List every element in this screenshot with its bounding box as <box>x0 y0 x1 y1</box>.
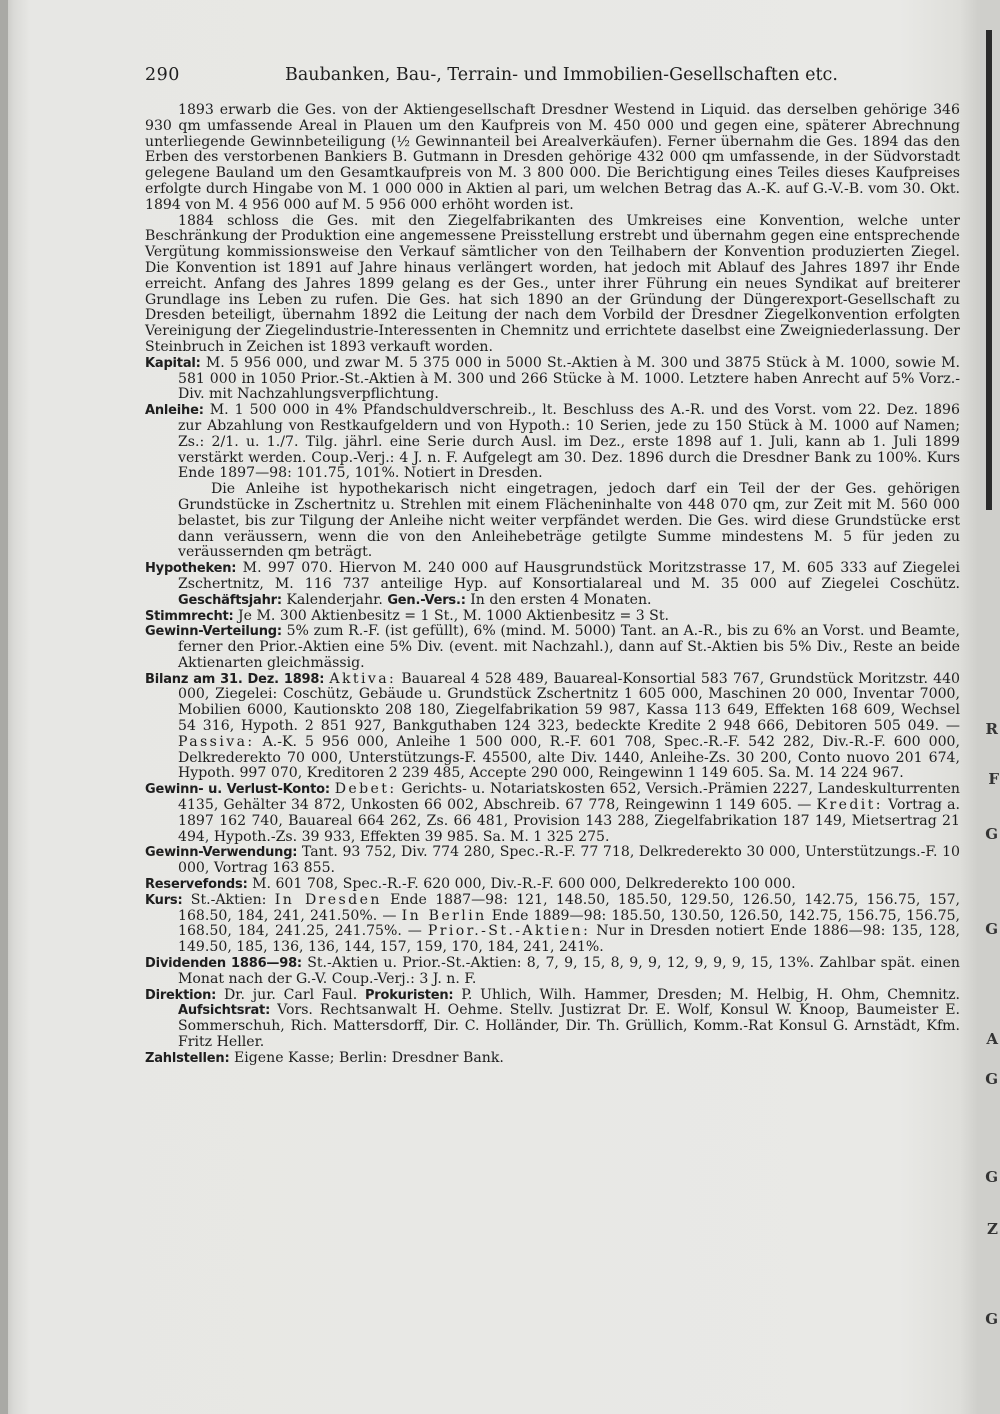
margin-letter: A <box>986 1030 998 1048</box>
entry-label: Gewinn-Verwendung: <box>145 845 298 861</box>
entry-label: Prokuristen: <box>364 987 454 1003</box>
history-paragraph-2: 1884 schloss die Ges. mit den Ziegelfabrikanten des Umkreises eine Konvention, welche unter Beschränkung der Produktion eine angemessene Preisstellung erstrebt und übernahm gegen eine entsprechende Vergütung kommissionsweise den Verkauf sämtlicher von den Teilhabern der Konvention produzierten Ziegel. Die Konvention ist 1891 auf Jahre hinaus verlängert worden, hat jedoch mit Ablauf des Jahres 1897 ihr Ende erreicht. Anfang des Jahres 1899 gelang es der Ges., unter ihrer Führung ein neues Syndikat auf breiterer Grundlage ins Leben zu rufen. Die Ges. hat sich 1890 an der Gründung der Düngerexport-Gesellschaft zu Dresden beteiligt, übernahm 1892 die Leitung der nach dem Vorbild der Dresdner Ziegelkonvention erfolgten Vereinigung der Ziegelindustrie-Interessenten in Chemnitz und errichtete daselbst eine Zweigniederlassung. Der Steinbruch in Zeichen ist 1893 verkauft worden. <box>145 212 960 355</box>
margin-letter: Z <box>987 1220 998 1238</box>
entry-label: Anleihe: <box>145 403 204 419</box>
entry-label: Bilanz am 31. Dez. 1898: <box>145 671 325 687</box>
entry-stimmrecht <box>145 609 960 625</box>
running-header <box>145 60 935 90</box>
scan-edge-shadow <box>986 30 992 510</box>
entry-text: In den ersten 4 Monaten. <box>470 591 652 608</box>
entry-text: Vors. Rechtsanwalt H. Oehme. Stellv. Justizrat Dr. E. Wolf, Konsul W. Knoop, Baumeister E. Sommerschuh, Rich. Mattersdorff, Dir. C. Holländer, Dir. Th. Grüllich, Komm.-Rat Konsul G. Arnstädt, Kfm. Fritz Heller. <box>178 1002 961 1051</box>
entry-label: Geschäftsjahr: <box>178 592 282 608</box>
entry-label: Kurs: <box>145 892 183 908</box>
entry-kurs <box>145 893 960 956</box>
entry-text: Eigene Kasse; Berlin: Dresdner Bank. <box>233 1049 504 1066</box>
entry-text: Nur in Dresden notiert Ende 1886—98: 135, 128, 149.50, 185, 136, 136, 144, 157, 159, 170, 184, 241, 241%. <box>178 923 961 956</box>
entry-label: Gen.-Vers.: <box>387 592 466 608</box>
margin-letter: G <box>985 1168 998 1186</box>
page-number: 290 <box>145 65 180 85</box>
entry-text: 5% zum R.-F. (ist gefüllt), 6% (mind. M. 5000) Tant. an A.-R., bis zu 6% an Vorst. und Beamte, ferner den Prior.-Aktien eine 5% Div. (event. mit Nachzahl.), dann auf St.-Aktien bis 5% Div., Reste an beide Aktienarten gleichmässig. <box>178 623 960 671</box>
entry-bilanz <box>145 672 960 783</box>
entry-kapital <box>145 356 960 403</box>
margin-letter: R <box>985 720 998 738</box>
entry-text: Je M. 300 Aktienbesitz = 1 St., M. 1000 Aktienbesitz = 3 St. <box>238 607 669 624</box>
subhead-debet: Debet: <box>334 781 397 798</box>
entry-label: Gewinn- u. Verlust-Konto: <box>145 782 330 798</box>
entry-gewinn-verteilung <box>145 624 960 671</box>
margin-letter: G <box>985 825 998 843</box>
running-title: Baubanken, Bau-, Terrain- und Immobilien-Gesellschaften etc. <box>285 65 838 85</box>
entry-text: Gerichts- u. Notariatskosten 652, Versich.-Prämien 2227, Landeskulturrenten 4135, Gehälter 34 872, Unkosten 66 002, Abschreib. 67 778, Reingewinn 1 149 605. — <box>178 781 960 814</box>
entry-gewinn-verlust <box>145 782 960 845</box>
entry-text: M. 997 070. Hiervon M. 240 000 auf Hausgrundstück Moritzstrasse 17, M. 605 333 auf Ziegelei Zschertnitz, M. 116 737 anteilige Hyp. auf Konsortialareal und M. 35 000 auf Ziegelei Coschütz. <box>178 560 960 592</box>
entry-reservefonds <box>145 877 960 893</box>
entry-text: M. 5 956 000, und zwar M. 5 375 000 in 5000 St.-Aktien à M. 300 und 3875 Stück à M. 1000, sowie M. 581 000 in 1050 Prior.-St.-Aktien à M. 300 und 266 Stücke à M. 1000. Letztere haben Anrecht auf 5% Vorz.-Div. mit Nachzahlungsverpflichtung. <box>178 354 960 403</box>
entry-zahlstellen <box>145 1051 960 1067</box>
entry-text: St.-Aktien: <box>190 891 267 908</box>
entry-text: Dr. jur. Carl Faul. <box>223 986 358 1003</box>
entry-label: Reservefonds: <box>145 877 248 893</box>
entry-direktion <box>145 988 960 1051</box>
subhead-berlin: In Berlin <box>401 907 487 924</box>
subhead-dresden: In Dresden <box>274 891 382 908</box>
page-body <box>145 103 960 1067</box>
entry-anleihe <box>145 403 960 482</box>
subhead-aktiva: Aktiva: <box>329 670 397 687</box>
adjacent-page-margin <box>978 700 998 1400</box>
entry-text: Kalenderjahr. <box>286 591 383 608</box>
entry-label: Stimmrecht: <box>145 608 234 624</box>
entry-text: P. Uhlich, Wilh. Hammer, Dresden; M. Helbig, H. Ohm, Chemnitz. <box>461 986 960 1003</box>
entry-label: Zahlstellen: <box>145 1050 230 1066</box>
margin-letter: G <box>985 920 998 938</box>
entry-text: St.-Aktien u. Prior.-St.-Aktien: 8, 7, 9, 15, 8, 9, 9, 12, 9, 9, 9, 15, 13%. Zahlbar spät. einen Monat nach der G.-V. Coup.-Verj.: 3 J. n. F. <box>178 955 960 987</box>
entry-text: Vortrag a. 1897 162 740, Bauareal 664 262, Zs. 66 481, Provision 143 288, Ziegelfabrikation 187 149, Mietsertrag 21 494, Hypoth.-Zs. 39 933, Effekten 39 985. Sa. M. 1 325 275. <box>178 797 961 845</box>
margin-letter: F <box>988 770 999 788</box>
entry-text: Ende 1889—98: 185.50, 130.50, 126.50, 142.75, 156.75, 156.75, 168.50, 184, 241.25, 241.75%. — <box>178 907 961 940</box>
entry-label: Direktion: <box>145 987 217 1003</box>
subhead-passiva: Passiva: <box>178 733 255 750</box>
anleihe-note: Die Anleihe ist hypothekarisch nicht eingetragen, jedoch darf ein Teil der der Ges. gehörigen Grundstücke in Zschertnitz u. Strehlen mit einem Flächeninhalte von 448 070 qm, zur Zeit mit M. 560 000 belastet, bis zur Tilgung der Anleihe nicht weiter verpfändet werden. Die Ges. wird diese Grundstücke erst dann veräussern, wenn die von den Anleihebeträge getilgte Summe mindestens M. 5 für jeden zu veräussernden qm beträgt. <box>178 481 960 561</box>
entry-dividenden <box>145 956 960 988</box>
margin-letter: G <box>985 1070 998 1088</box>
margin-letter: G <box>985 1310 998 1328</box>
entry-text: Tant. 93 752, Div. 774 280, Spec.-R.-F. 77 718, Delkrederekto 30 000, Unterstützungs.-F. 10 000, Vortrag 163 855. <box>178 844 961 877</box>
entry-hypotheken <box>145 561 960 608</box>
entry-text: M. 1 500 000 in 4% Pfandschuldverschreib., lt. Beschluss des A.-R. und des Vorst. vom 22. Dez. 1896 zur Abzahlung von Restkaufgeldern und von Hypoth.: 10 Serien, jede zu 150 Stück à M. 1000 auf Namen; Zs.: 2/1. u. 1./7. Tilg. jährl. eine Serie durch Ausl. im Dez., erste 1898 auf 1. Juli, kann ab 1. Juli 1899 verstärkt werden. Coup.-Verj.: 4 J. n. F. Aufgelegt am 30. Dez. 1896 durch die Dresdner Bank zu 100%. Kurs Ende 1897—98: 101.75, 101%. Notiert in Dresden. <box>178 402 960 482</box>
entry-text: M. 601 708, Spec.-R.-F. 620 000, Div.-R.-F. 600 000, Delkrederekto 100 000. <box>252 876 796 893</box>
entry-label: Dividenden 1886—98: <box>145 956 302 972</box>
entry-label: Kapital: <box>145 355 201 371</box>
entry-text: A.-K. 5 956 000, Anleihe 1 500 000, R.-F. 601 708, Spec.-R.-F. 542 282, Div.-R.-F. 600 000, Delkrederekto 70 000, Unterstützungs-F. 45500, alte Div. 1440, Anleihe-Zs. 30 200, Conto nuovo 201 674, Hypoth. 997 070, Kreditoren 2 239 485, Accepte 290 000, Reingewinn 1 149 605. Sa. M. 14 224 967. <box>178 733 961 782</box>
history-paragraph-1: 1893 erwarb die Ges. von der Aktiengesellschaft Dresdner Westend in Liquid. das derselben gehörige 346 930 qm umfassende Areal in Plauen um den Kaufpreis von M. 450 000 und gegen eine, späterer Abrechnung unterliegende Gewinnbeteiligung (½ Gewinnanteil bei Arealverkäufen). Ferner übernahm die Ges. 1894 das den Erben des verstorbenen Bankiers B. Gutmann in Dresden gehörige 432 000 qm umfassende, in der Südvorstadt gelegene Bauland um den Gesamtkaufpreis von M. 3 800 000. Die Berichtigung eines Teiles dieses Kaufpreises erfolgte durch Hingabe von M. 1 000 000 in Aktien al pari, um welchen Betrag das A.-K. auf G.-V.-B. vom 30. Okt. 1894 von M. 4 956 000 auf M. 5 956 000 erhöht worden ist. <box>145 102 960 213</box>
entry-text: Ende 1887—98: 121, 148.50, 185.50, 129.50, 126.50, 142.75, 156.75, 157, 168.50, 184, 241, 241.50%. — <box>178 891 961 924</box>
subhead-prior: Prior.-St.-Aktien: <box>427 923 591 940</box>
entry-label: Gewinn-Verteilung: <box>145 624 282 640</box>
book-gutter <box>0 0 8 1414</box>
entry-text: Bauareal 4 528 489, Bauareal-Konsortial 583 767, Grundstück Moritzstr. 440 000, Ziegelei: Coschütz, Gebäude u. Grundstück Zschertnitz 1 605 000, Maschinen 20 000, Inventar 7000, Mobilien 6000, Kautionskto 208 180, Ziegelfabrikation 59 987, Kassa 113 649, Effekten 168 609, Wechsel 54 316, Hypoth. 2 851 927, Bankguthaben 124 323, bedeckte Kredite 2 948 666, Debitoren 505 049. — <box>178 670 961 735</box>
entry-gewinn-verwendung <box>145 845 960 877</box>
subhead-kredit: Kredit: <box>816 797 883 814</box>
entry-label: Aufsichtsrat: <box>178 1003 271 1019</box>
entry-label: Hypotheken: <box>145 561 237 577</box>
